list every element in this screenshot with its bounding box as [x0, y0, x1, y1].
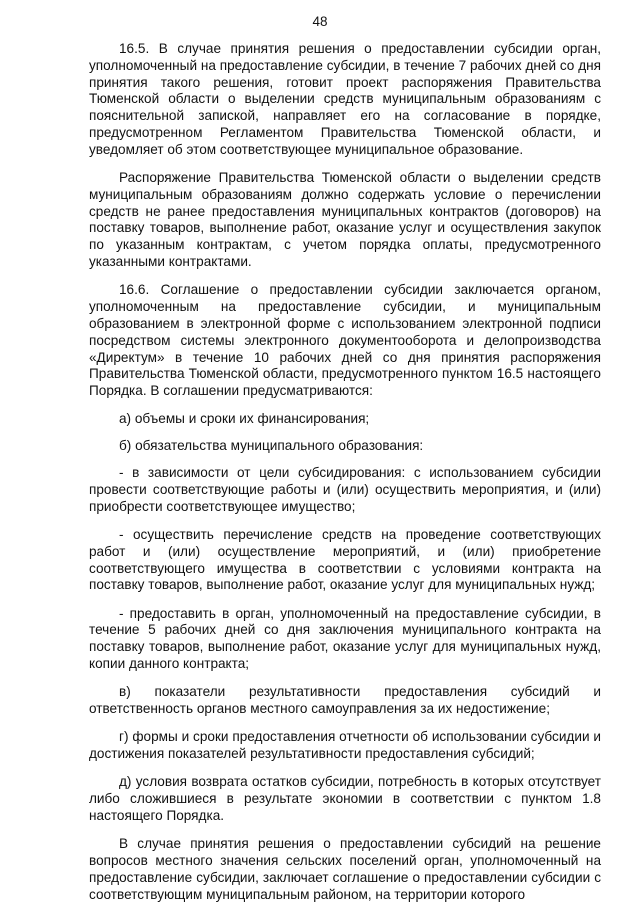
list-subitem-3: - предоставить в орган, уполномоченный на предоставление субсидии, в течение 5 рабочих дней со дня заключения муниципального контракта на поставку товаров, выполнение работ, оказание услуг для муниципальных нужд, копии данного контракта; — [89, 605, 601, 671]
paragraph-16-5: 16.5. В случае принятия решения о предоставлении субсидии орган, уполномоченный на предоставление субсидии, в течение 7 рабочих дней со дня принятия такого решения, готовит проект распоряжения Правительства Тюменской области о выделении средств муниципальным образованиям с пояснительной запиской, направляет его на согласование в порядке, предусмотренном Регламентом Правительства Тюменской области, и уведомляет об этом соответствующее муниципальное образование. — [89, 41, 601, 157]
paragraph-16-6: 16.6. Соглашение о предоставлении субсидии заключается органом, уполномоченным на предоставление субсидии, и муниципальным образованием в электронной форме с использованием электронной подписи посредством системы электронного документооборота и делопроизводства «Директум» в течение 10 рабочих дней со дня принятия распоряжения Правительства Тюменской области, предусмотренного пунктом 16.5 настоящего Порядка. В соглашении предусматриваются: — [89, 282, 601, 399]
list-item-d: д) условия возврата остатков субсидии, потребность в которых отсутствует либо сложившиеся в результате экономии в соответствии с пунктом 1.8 настоящего Порядка. — [89, 774, 601, 824]
list-item-b: б) обязательства муниципального образования: — [119, 438, 424, 454]
paragraph-order-conditions: Распоряжение Правительства Тюменской области о выделении средств муниципальным образованиям должно содержать условие о перечислении средств не ранее предоставления муниципальных контрактов (договоров) на поставку товаров, выполнение работ, оказание услуг и осуществления закупок по указанным контрактам, с учетом порядка оплаты, предусмотренного указанными контрактами. — [89, 170, 601, 270]
list-subitem-2: - осуществить перечисление средств на проведение соответствующих работ и (или) осуществление мероприятий, и (или) приобретение соответствующего имущества в соответствии с условиями контракта на поставку товаров, выполнение работ, оказание услуг для муниципальных нужд; — [89, 526, 601, 593]
list-item-g: г) формы и сроки предоставления отчетности об использовании субсидии и достижения показателей результативности предоставления субсидий; — [89, 729, 601, 762]
document-body — [89, 41, 601, 915]
list-item-a: а) объемы и сроки их финансирования; — [119, 411, 370, 427]
paragraph-rural-settlements: В случае принятия решения о предоставлении субсидий на решение вопросов местного значения сельских поселений орган, уполномоченный на предоставление субсидии, заключает соглашение о предоставлении субсидии с соответствующим муниципальным районом, на территории которого — [89, 836, 601, 902]
page-number: 48 — [312, 14, 328, 29]
list-item-v: в) показатели результативности предоставления субсидий и ответственность органов местного самоуправления за их недостижение; — [89, 684, 601, 717]
list-subitem-1: - в зависимости от цели субсидирования: с использованием субсидии провести соответствующие работы и (или) осуществить мероприятия, и (или) приобрести соответствующее имущество; — [89, 465, 601, 514]
